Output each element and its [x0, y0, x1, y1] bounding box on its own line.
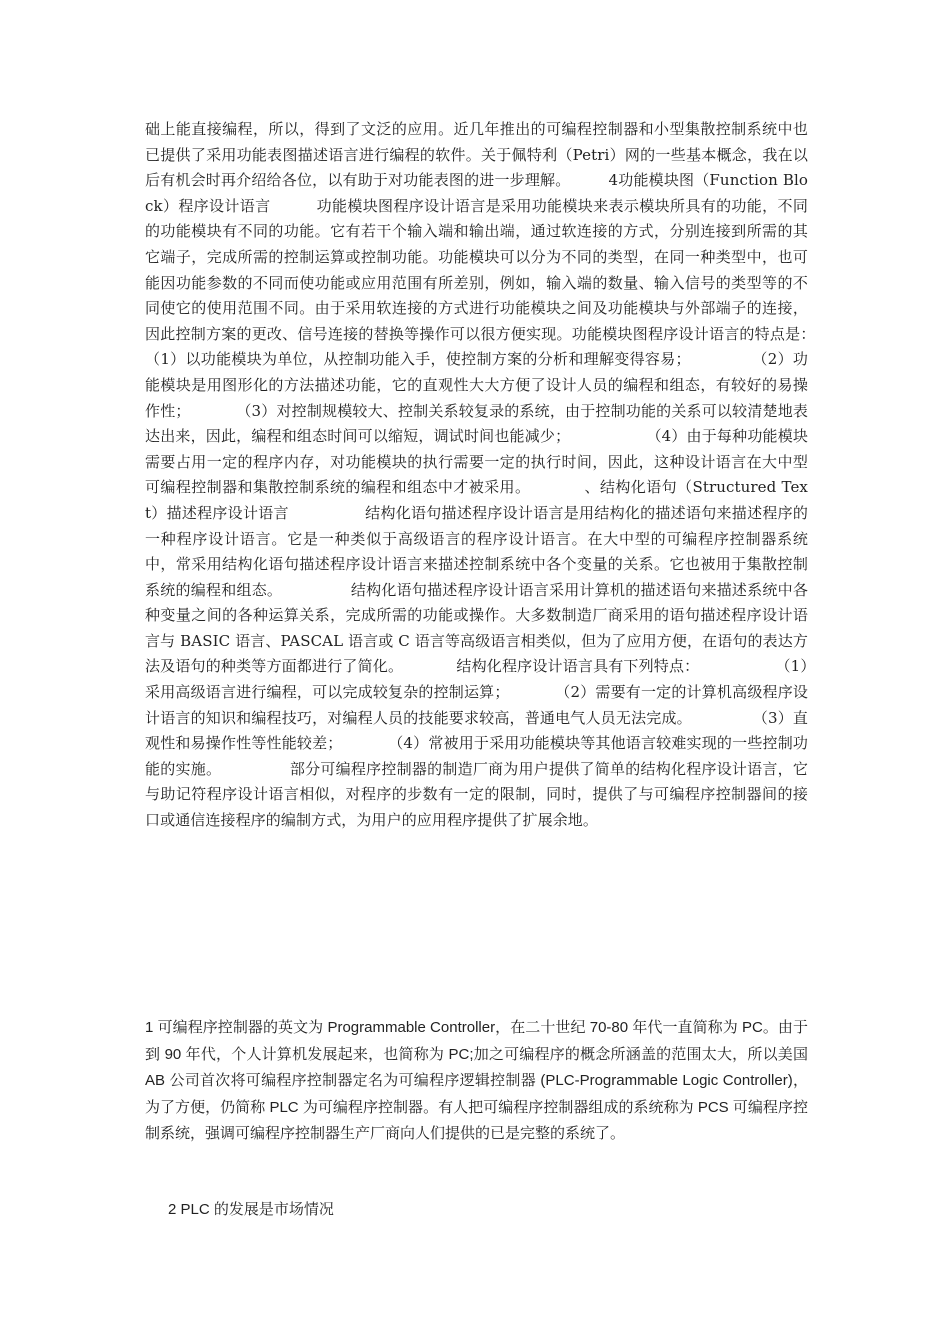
- section-heading-plc-market: 2 PLC 的发展是市场情况: [168, 1201, 334, 1218]
- footnote-paragraph: 1 可编程序控制器的英文为 Programmable Controller，在二十世纪 70-80 年代一直简称为 PC。由于到 90 年代，个人计算机发展起来，也简称为 PC;加之可编程序的概念所涵盖的范围太大，所以美国 AB 公司首次将可编程序控制器定名为可编程序逻辑控制器 (PLC-Programmable Logic Controller)，为了方便，仍简称 PLC 为可编程序控制器。有人把可编程序控制器组成的系统称为 PCS 可编程序控制系统，强调可编程序控制器生产厂商向人们提供的已是完整的系统了。: [145, 1019, 808, 1142]
- main-paragraph: 础上能直接编程，所以，得到了文泛的应用。近几年推出的可编程控制器和小型集散控制系统中也已提供了采用功能表图描述语言进行编程的软件。关于佩特利（Petri）网的一些基本概念，我在以后有机会时再介绍给各位，以有助于对功能表图的进一步理解。 4功能模块图（Function Block）程序设计语言 功能模块图程序设计语言是采用功能模块来表示模块所具有的功能，不同的功能模块有不同的功能。它有若干个输入端和输出端，通过软连接的方式，分别连接到所需的其它端子，完成所需的控制运算或控制功能。功能模块可以分为不同的类型，在同一种类型中，也可能因功能参数的不同而使功能或应用范围有所差别，例如，输入端的数量、输入信号的类型等的不同使它的使用范围不同。由于采用软连接的方式进行功能模块之间及功能模块与外部端子的连接，因此控制方案的更改、信号连接的替换等操作可以很方便实现。功能模块图程序设计语言的特点是： （1）以功能模块为单位，从控制功能入手，使控制方案的分析和理解变得容易； （2）功能模块是用图形化的方法描述功能，它的直观性大大方便了设计人员的编程和组态，有较好的易操作性； （3）对控制规模较大、控制关系较复录的系统，由于控制功能的关系可以较清楚地表达出来，因此，编程和组态时间可以缩短，调试时间也能减少； （4）由于每种功能模块需要占用一定的程序内存，对功能模块的执行需要一定的执行时间，因此，这种设计语言在大中型可编程控制器和集散控制系统的编程和组态中才被采用。 、结构化语句（Structured Text）描述程序设计语言 结构化语句描述程序设计语言是用结构化的描述语句来描述程序的一种程序设计语言。它是一种类似于高级语言的程序设计语言。在大中型的可编程序控制器系统中，常采用结构化语句描述程序设计语言来描述控制系统中各个变量的关系。它也被用于集散控制系统的编程和组态。 结构化语句描述程序设计语言采用计算机的描述语句来描述系统中各种变量之间的各种运算关系，完成所需的功能或操作。大多数制造厂商采用的语句描述程序设计语言与 BASIC 语言、PASCAL 语言或 C 语言等高级语言相类似，但为了应用方便，在语句的表达方法及语句的种类等方面都进行了简化。 结构化程序设计语言具有下列特点： （1）采用高级语言进行编程，可以完成较复杂的控制运算； （2）需要有一定的计算机高级程序设计语言的知识和编程技巧，对编程人员的技能要求较高，普通电气人员无法完成。 （3）直观性和易操作性等性能较差； （4）常被用于采用功能模块等其他语言较难实现的一些控制功能的实施。 部分可编程序控制器的制造厂商为用户提供了简单的结构化程序设计语言，它与助记符程序设计语言相似，对程序的步数有一定的限制，同时，提供了与可编程序控制器间的接口或通信连接程序的编制方式，为用户的应用程序提供了扩展余地。: [145, 120, 899, 830]
